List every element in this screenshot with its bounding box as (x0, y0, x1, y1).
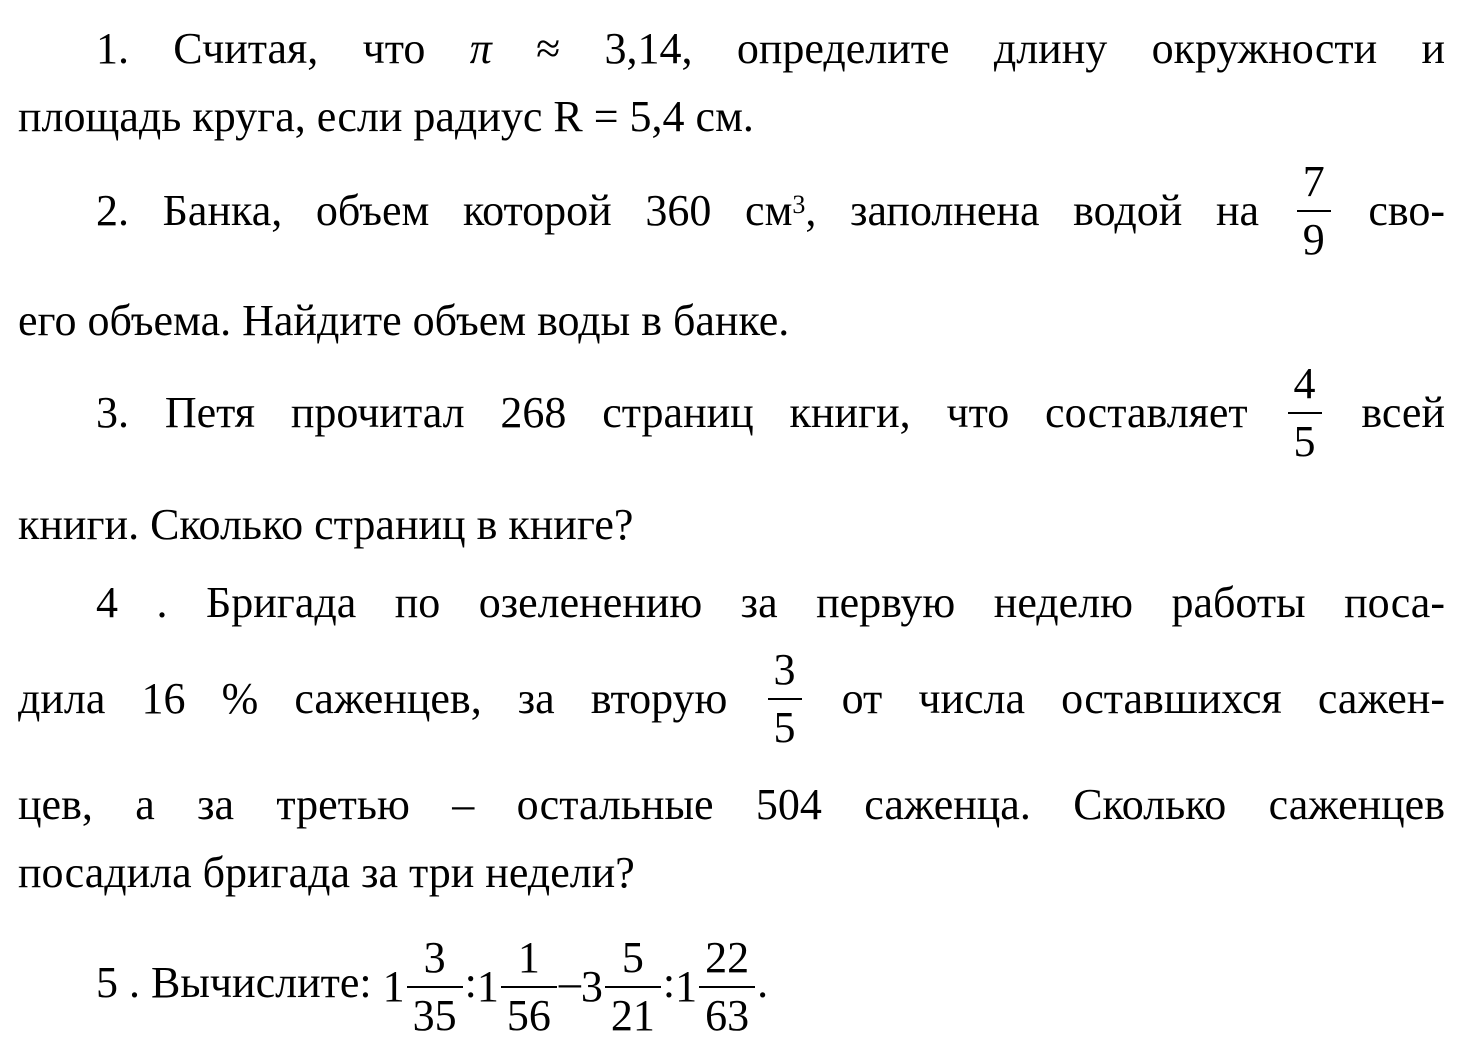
problem-2-text-c: сво- (1368, 186, 1446, 235)
fraction-numerator: 5 (621, 932, 644, 982)
fraction-part (407, 932, 463, 1040)
division-sign: : (662, 958, 676, 1007)
problem-5-expression (96, 928, 1445, 1042)
problem-4-line-1: 4 . Бригада по озеленению за первую неделю работы поса- (96, 578, 1445, 627)
problem-3-line-2: книги. Сколько страниц в книге? (18, 500, 634, 549)
problem-3-text-b: всей (1361, 388, 1446, 437)
fraction-denominator: 5 (1288, 412, 1322, 464)
whole-part: 1 (382, 961, 405, 1011)
period: . (757, 958, 769, 1007)
pi-symbol: π (469, 24, 492, 73)
problem-1-text-b: 3,14, определите длину окружности и (604, 24, 1445, 73)
fraction-part (501, 932, 557, 1040)
problem-2-line-1 (96, 156, 1445, 266)
fraction-denominator: 21 (605, 986, 661, 1038)
problem-2-text-b: , заполнена водой на (805, 186, 1260, 235)
fraction-denominator: 63 (699, 986, 755, 1038)
fraction-7-9 (1297, 156, 1331, 264)
problem-3-text-a: 3. Петя прочитал 268 страниц книги, что составляет (96, 388, 1248, 437)
whole-part: 3 (580, 961, 603, 1011)
fraction-numerator: 22 (705, 932, 750, 982)
whole-part: 1 (476, 961, 499, 1011)
problem-3-line-1 (96, 358, 1445, 468)
division-sign: : (464, 958, 477, 1007)
fraction-3-5 (768, 644, 802, 752)
problem-5-label: 5 . Вычислите: (96, 958, 372, 1007)
mixed-number-3 (581, 932, 663, 1042)
fraction-numerator: 4 (1293, 358, 1316, 408)
fraction-numerator: 7 (1302, 156, 1325, 206)
cube-superscript: 3 (792, 190, 806, 219)
problem-4-line-3: цев, а за третью – остальные 504 саженца. Сколько саженцев (18, 780, 1445, 829)
fraction-part (605, 932, 661, 1040)
fraction-numerator: 1 (517, 932, 540, 982)
mixed-number-4 (675, 932, 757, 1042)
fraction-denominator: 5 (768, 698, 802, 750)
problem-4-line-2 (18, 644, 1445, 754)
problem-1-line-1 (96, 24, 1445, 74)
approx-symbol: ≈ (536, 24, 561, 73)
fraction-denominator: 9 (1297, 210, 1331, 262)
problem-2-text-a: 2. Банка, объем которой 360 см (96, 186, 793, 235)
fraction-part (699, 932, 755, 1040)
problem-4-line-4: посадила бригада за три недели? (18, 848, 635, 897)
fraction-4-5 (1288, 358, 1322, 466)
problem-4-text-a: дила 16 % саженцев, за вторую (18, 674, 728, 723)
problem-1-text-a: 1. Считая, что (96, 24, 426, 73)
fraction-denominator: 35 (407, 986, 463, 1038)
fraction-numerator: 3 (423, 932, 446, 982)
fraction-denominator: 56 (501, 986, 557, 1038)
problem-1-line-2: площадь круга, если радиус R = 5,4 см. (18, 92, 754, 141)
mixed-number-2 (477, 932, 559, 1042)
whole-part: 1 (675, 961, 698, 1011)
mixed-number-1 (383, 932, 465, 1042)
problem-2-line-2: его объема. Найдите объем воды в банке. (18, 296, 790, 345)
minus-sign: – (558, 958, 581, 1007)
problem-4-text-b: от числа оставшихся сажен- (841, 674, 1445, 723)
fraction-numerator: 3 (773, 644, 796, 694)
